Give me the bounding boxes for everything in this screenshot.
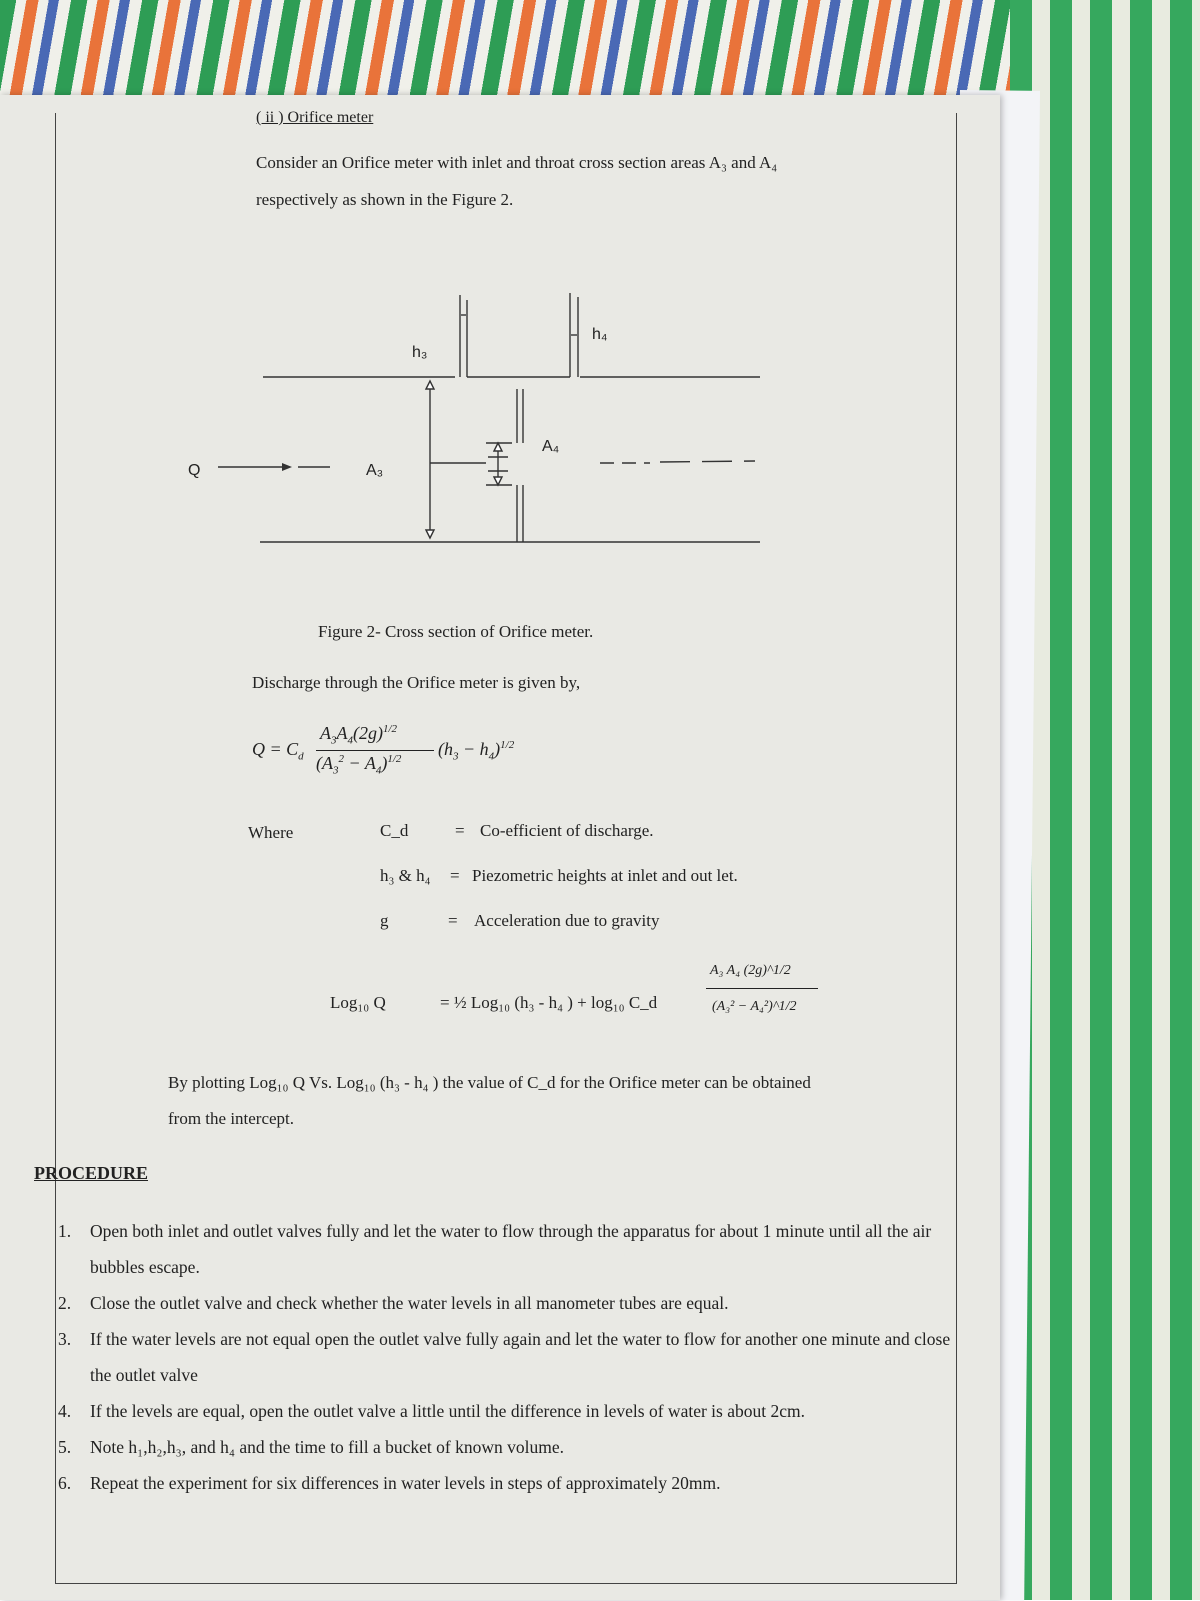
where-def-cd: Co-efficient of discharge. xyxy=(480,821,654,840)
log-fraction-denominator: (A₃² − A₄²)^1/2 xyxy=(712,999,797,1014)
a3-arrow-top xyxy=(426,381,434,389)
log-equation-lhs: Log₁₀ Q xyxy=(330,993,386,1012)
section-title: ( ii ) Orifice meter xyxy=(256,109,374,126)
procedure-step-5: 5. Note h₁,h₂,h₃, and h₄ and the time to fill a bucket of known volume. xyxy=(58,1437,564,1457)
label-a4: A₄ xyxy=(542,438,560,455)
discharge-equation: $Q = C_d$ $A_3A_4(2g)^{1/2}$ $(A_3^2 - A_4)^{1/2}$ $(h_3 - h_4)^{1/2}$ xyxy=(252,723,515,777)
striped-cloth-right xyxy=(1010,0,1200,1600)
where-symbol-g: g xyxy=(380,911,389,930)
label-h3: h₃ xyxy=(412,344,428,361)
procedure-step-6: 6. Repeat the experiment for six differences in water levels in steps of approximately 20mm. xyxy=(58,1473,721,1493)
procedure-step-2: 2. Close the outlet valve and check whether the water levels in all manometer tubes are equal. xyxy=(58,1293,729,1313)
where-def-g: Acceleration due to gravity xyxy=(474,911,660,930)
where-eq-cd: = xyxy=(455,821,465,840)
plotting-line-2: from the intercept. xyxy=(168,1109,295,1128)
label-a3: A₃ xyxy=(366,462,384,479)
where-symbol-cd: C_d xyxy=(380,821,409,840)
where-symbol-h: h₃ & h₄ xyxy=(380,866,431,885)
document-page xyxy=(0,95,1000,1600)
procedure-step-4: 4. If the levels are equal, open the outlet valve a little until the difference in levels of water is about 2cm. xyxy=(58,1401,805,1421)
a3-arrow-bottom xyxy=(426,530,434,538)
procedure-step-1: 1. Open both inlet and outlet valves fully and let the water to flow through the apparatus for about 1 minute until all the air bubbles escape. xyxy=(58,1221,932,1277)
procedure-step-3: 3. If the water levels are not equal open the outlet valve fully again and let the water to flow for another one minute and close the outlet valve xyxy=(58,1329,951,1385)
where-def-h: Piezometric heights at inlet and out let. xyxy=(472,866,738,885)
log-equation-rhs: = ½ Log₁₀ (h₃ - h₄ ) + log₁₀ C_d xyxy=(440,993,658,1012)
figure-caption: Figure 2- Cross section of Orifice meter. xyxy=(318,622,594,641)
label-q: Q xyxy=(188,462,201,479)
orifice-meter-figure xyxy=(180,285,780,555)
log-fraction-numerator: A₃ A₄ (2g)^1/2 xyxy=(710,963,791,978)
procedure-steps xyxy=(58,1213,978,1501)
log-fraction-bar xyxy=(706,988,818,989)
label-h4: h₄ xyxy=(592,326,608,343)
intro-line-2: respectively as shown in the Figure 2. xyxy=(256,190,514,209)
procedure-heading: PROCEDURE xyxy=(34,1163,149,1183)
intro-line-1: Consider an Orifice meter with inlet and throat cross section areas A₃ and A₄ xyxy=(256,153,778,172)
where-eq-h: = xyxy=(450,866,460,885)
where-eq-g: = xyxy=(448,911,458,930)
flow-arrow-head xyxy=(282,463,292,471)
where-label: Where xyxy=(248,823,294,842)
a4-arrow-top xyxy=(494,443,502,451)
centre-line-far-right xyxy=(660,461,755,462)
plotting-line-1: By plotting Log₁₀ Q Vs. Log₁₀ (h₃ - h₄ ) the value of C_d for the Orifice meter can be obtained xyxy=(168,1073,811,1092)
discharge-intro: Discharge through the Orifice meter is given by, xyxy=(252,673,581,692)
a4-arrow-bottom xyxy=(494,477,502,485)
